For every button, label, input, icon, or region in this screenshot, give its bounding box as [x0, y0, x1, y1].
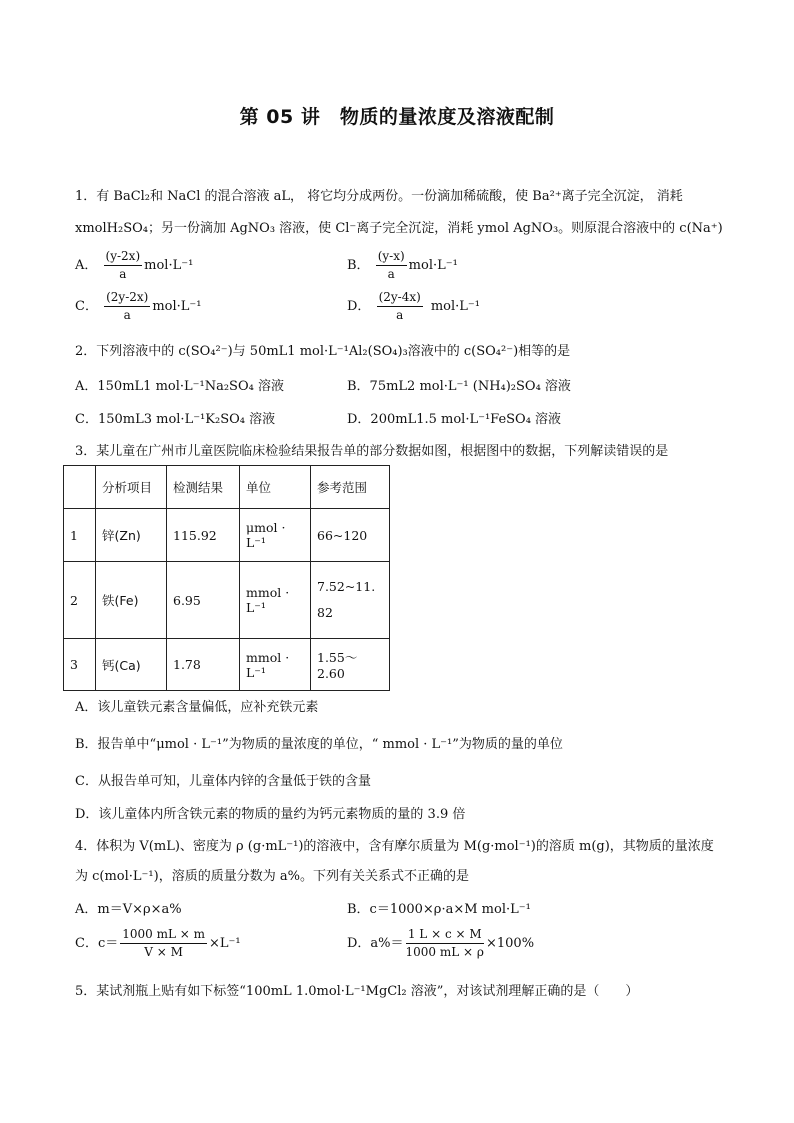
- header-cell-item: 分析项目: [96, 466, 167, 509]
- unit: ×L⁻¹: [209, 936, 241, 952]
- cell-range: 1.55～2.60: [311, 639, 390, 691]
- cell-result: 115.92: [167, 509, 240, 562]
- q1-stem-line1: 1．有 BaCl₂和 NaCl 的混合溶液 aL， 将它均分成两份。一份滴加稀硫酸，使 Ba²⁺离子完全沉淀， 消耗: [75, 189, 683, 204]
- numerator: 1 L × c × M: [406, 928, 484, 944]
- cell-result: 1.78: [167, 639, 240, 691]
- q2-option-c[interactable]: C．150mL3 mol·L⁻¹K₂SO₄ 溶液: [75, 412, 276, 427]
- denominator: a: [119, 267, 127, 282]
- denominator: a: [387, 267, 395, 282]
- header-cell-result: 检测结果: [167, 466, 240, 509]
- numerator: (y-2x): [104, 250, 143, 266]
- q4-stem-line2: 为 c(mol·L⁻¹)，溶质的质量分数为 a%。下列有关关系式不正确的是: [75, 869, 469, 884]
- cell-index: 1: [64, 509, 96, 562]
- q4-option-c[interactable]: [75, 928, 241, 959]
- option-label: D．: [347, 299, 371, 315]
- q1-option-d[interactable]: [347, 291, 480, 322]
- cell-unit: μmol · L⁻¹: [240, 509, 311, 562]
- fraction: [120, 928, 207, 959]
- denominator: a: [123, 308, 131, 323]
- header-cell-range: 参考范围: [311, 466, 390, 509]
- cell-unit: mmol · L⁻¹: [240, 562, 311, 639]
- cell-item: 钙(Ca): [96, 639, 167, 691]
- q4-option-a[interactable]: A．m＝V×ρ×a%: [75, 902, 182, 917]
- option-label: A．: [75, 258, 98, 274]
- fraction: [406, 928, 484, 959]
- cell-result: 6.95: [167, 562, 240, 639]
- header-cell-unit: 单位: [240, 466, 311, 509]
- cell-index: 2: [64, 562, 96, 639]
- option-label: C．: [75, 299, 98, 315]
- q1-option-a[interactable]: [75, 250, 193, 281]
- table-row: [64, 509, 390, 562]
- header-cell-index: [64, 466, 96, 509]
- option-label: C．c＝: [75, 936, 119, 952]
- q3-option-a[interactable]: A．该儿童铁元素含量偏低，应补充铁元素: [75, 700, 319, 715]
- numerator: (2y-2x): [104, 291, 150, 307]
- table-row: [64, 562, 390, 639]
- table-row: [64, 639, 390, 691]
- denominator: 1000 mL × ρ: [405, 945, 484, 960]
- q1-option-b[interactable]: [347, 250, 458, 281]
- q3-option-b[interactable]: B．报告单中“μmol · L⁻¹”为物质的量浓度的单位，“ mmol · L⁻¹”为物质的量的单位: [75, 737, 563, 752]
- q2-option-b[interactable]: B．75mL2 mol·L⁻¹ (NH₄)₂SO₄ 溶液: [347, 379, 571, 394]
- option-label: D．a%＝: [347, 936, 404, 952]
- fraction: [104, 291, 150, 322]
- q2-stem: 2．下列溶液中的 c(SO₄²⁻)与 50mL1 mol·L⁻¹Al₂(SO₄)₃溶液中的 c(SO₄²⁻)相等的是: [75, 344, 571, 359]
- q4-option-d[interactable]: [347, 928, 534, 959]
- numerator: 1000 mL × m: [120, 928, 207, 944]
- page-title: 第 05 讲 物质的量浓度及溶液配制: [239, 106, 555, 128]
- unit: mol·L⁻¹: [408, 258, 458, 274]
- cell-index: 3: [64, 639, 96, 691]
- fraction: [104, 250, 143, 281]
- unit: mol·L⁻¹: [144, 258, 194, 274]
- cell-unit: mmol · L⁻¹: [240, 639, 311, 691]
- q4-option-b[interactable]: B．c＝1000×ρ·a×M mol·L⁻¹: [347, 902, 531, 917]
- q4-stem-line1: 4．体积为 V(mL)、密度为 ρ (g·mL⁻¹)的溶液中，含有摩尔质量为 M(g·mol⁻¹)的溶质 m(g)，其物质的量浓度: [75, 839, 714, 854]
- q3-option-d[interactable]: D．该儿童体内所含铁元素的物质的量约为钙元素物质的量的 3.9 倍: [75, 807, 466, 822]
- numerator: (y-x): [376, 250, 407, 266]
- cell-range: 7.52~11.82: [311, 562, 390, 639]
- numerator: (2y-4x): [377, 291, 423, 307]
- cell-range: 66~120: [311, 509, 390, 562]
- option-label: B．: [347, 258, 370, 274]
- unit: mol·L⁻¹: [152, 299, 202, 315]
- q3-option-c[interactable]: C．从报告单可知，儿童体内锌的含量低于铁的含量: [75, 774, 371, 789]
- denominator: a: [396, 308, 404, 323]
- q3-stem: 3．某儿童在广州市儿童医院临床检验结果报告单的部分数据如图，根据图中的数据，下列解读错误的是: [75, 444, 669, 459]
- q1-stem-line2: xmolH₂SO₄；另一份滴加 AgNO₃ 溶液，使 Cl⁻离子完全沉淀，消耗 ymol AgNO₃。则原混合溶液中的 c(Na⁺): [75, 221, 723, 236]
- unit: mol·L⁻¹: [430, 299, 480, 315]
- q2-option-a[interactable]: A．150mL1 mol·L⁻¹Na₂SO₄ 溶液: [75, 379, 284, 394]
- unit: ×100%: [485, 936, 535, 952]
- cell-item: 锌(Zn): [96, 509, 167, 562]
- q5-stem: 5．某试剂瓶上贴有如下标签“100mL 1.0mol·L⁻¹MgCl₂ 溶液”，对该试剂理解正确的是（ ）: [75, 984, 639, 999]
- table-header-row: [64, 466, 390, 509]
- cell-item: 铁(Fe): [96, 562, 167, 639]
- fraction: [376, 250, 407, 281]
- denominator: V × M: [144, 945, 183, 960]
- fraction: [377, 291, 423, 322]
- q2-option-d[interactable]: D．200mL1.5 mol·L⁻¹FeSO₄ 溶液: [347, 412, 562, 427]
- q1-option-c[interactable]: [75, 291, 201, 322]
- report-table: [63, 465, 390, 691]
